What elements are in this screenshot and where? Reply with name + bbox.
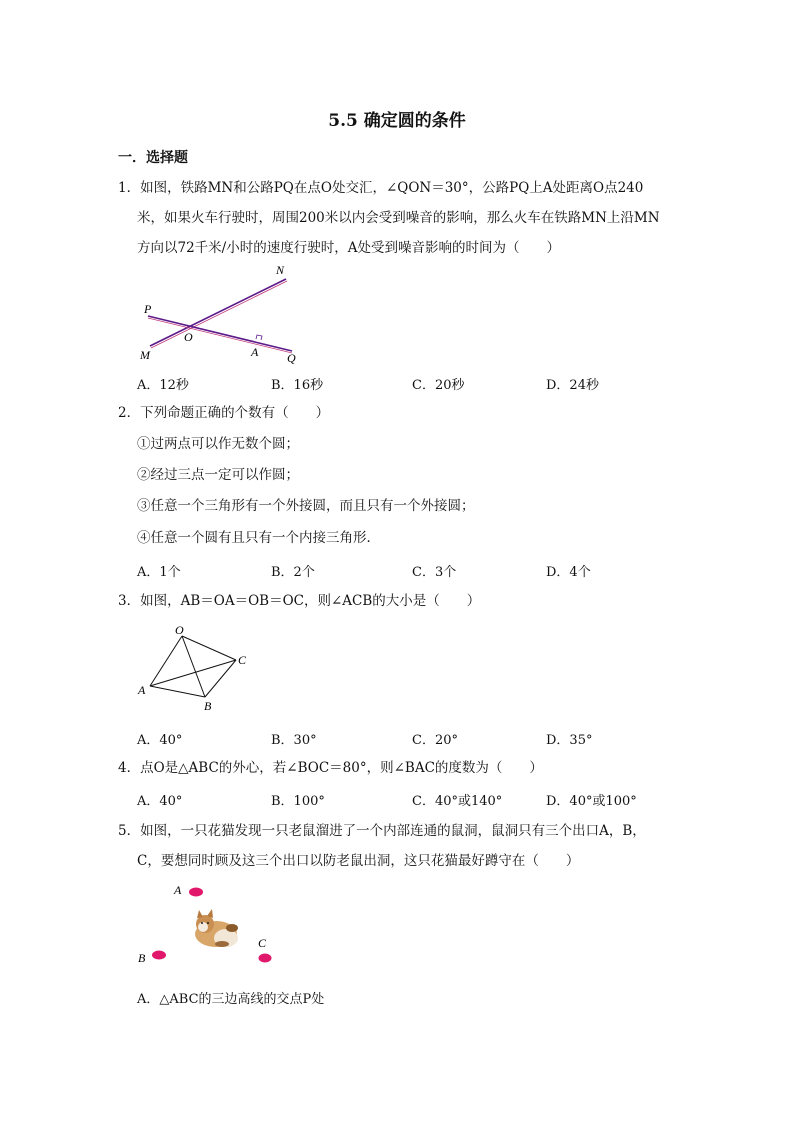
q2-item-1: ①过两点可以作无数个圆；	[137, 436, 299, 452]
q1-option-b: B．16秒	[271, 378, 324, 393]
q3-stem: 3．如图，AB＝OA＝OB＝OC，则∠ACB的大小是（ ）	[118, 593, 481, 609]
label-a: A	[138, 683, 146, 697]
q2-item-4: ④任意一个圆有且只有一个内接三角形．	[137, 530, 380, 546]
q4-stem: 4．点O是△ABC的外心，若∠BOC＝80°，则∠BAC的度数为（ ）	[118, 760, 543, 776]
q2-option-c: C．3个	[412, 565, 457, 580]
hole-c	[259, 954, 272, 963]
label-c: C	[238, 653, 247, 667]
hole-b	[152, 951, 166, 960]
q1-stem-line-2: 米，如果火车行驶时，周围200米以内会受到噪音的影响，那么火车在铁路MN上沿MN	[137, 210, 660, 226]
q1-stem-line-3: 方向以72千米/小时的速度行驶时，A处受到噪音影响的时间为（ ）	[137, 240, 560, 256]
q2-option-a: A．1个	[137, 565, 181, 580]
q1-option-a: A．12秒	[137, 378, 189, 393]
label-q: Q	[287, 351, 296, 365]
q4-option-d: D．40°或100°	[546, 794, 637, 809]
label-a: A	[174, 883, 182, 897]
q5-option-a: A．△ABC的三边高线的交点P处	[137, 992, 325, 1007]
q2-option-d: D．4个	[546, 565, 591, 580]
label-o: O	[175, 623, 184, 637]
q5-stem-line-1: 5．如图，一只花猫发现一只老鼠溜进了一个内部连通的鼠洞，鼠洞只有三个出口A，B，	[118, 823, 646, 839]
cat-icon	[195, 909, 238, 947]
q2-option-b: B．2个	[271, 565, 315, 580]
q1-option-d: D．24秒	[546, 378, 599, 393]
q4-option-a: A．40°	[137, 794, 183, 809]
q5-stem-line-2: C，要想同时顾及这三个出口以防老鼠出洞，这只花猫最好蹲守在（ ）	[137, 853, 580, 869]
page-title: 5.5 确定圆的条件	[328, 111, 466, 131]
label-n: N	[276, 263, 285, 277]
label-a: A	[251, 345, 259, 359]
label-m: M	[140, 348, 150, 362]
label-p: P	[144, 302, 152, 316]
hole-a	[189, 888, 203, 897]
q3-option-c: C．20°	[412, 733, 458, 748]
q1-option-c: C．20秒	[412, 378, 465, 393]
q2-stem: 2．下列命题正确的个数有（ ）	[118, 405, 330, 421]
q3-option-d: D．35°	[546, 733, 593, 748]
q4-option-b: B．100°	[271, 794, 325, 809]
label-o: O	[184, 330, 193, 344]
q3-option-b: B．30°	[271, 733, 317, 748]
q2-item-3: ③任意一个三角形有一个外接圆，而且只有一个外接圆；	[137, 498, 475, 514]
q3-option-a: A．40°	[137, 733, 183, 748]
label-c: C	[258, 936, 267, 950]
q1-stem-line-1: 1．如图，铁路MN和公路PQ在点O处交汇，∠QON＝30°，公路PQ上A处距离O点240	[118, 180, 644, 196]
label-b: B	[204, 699, 212, 713]
label-b: B	[138, 951, 146, 965]
q4-option-c: C．40°或140°	[412, 794, 503, 809]
section-heading: 一．选择题	[118, 150, 188, 166]
q2-item-2: ②经过三点一定可以作圆；	[137, 467, 299, 483]
